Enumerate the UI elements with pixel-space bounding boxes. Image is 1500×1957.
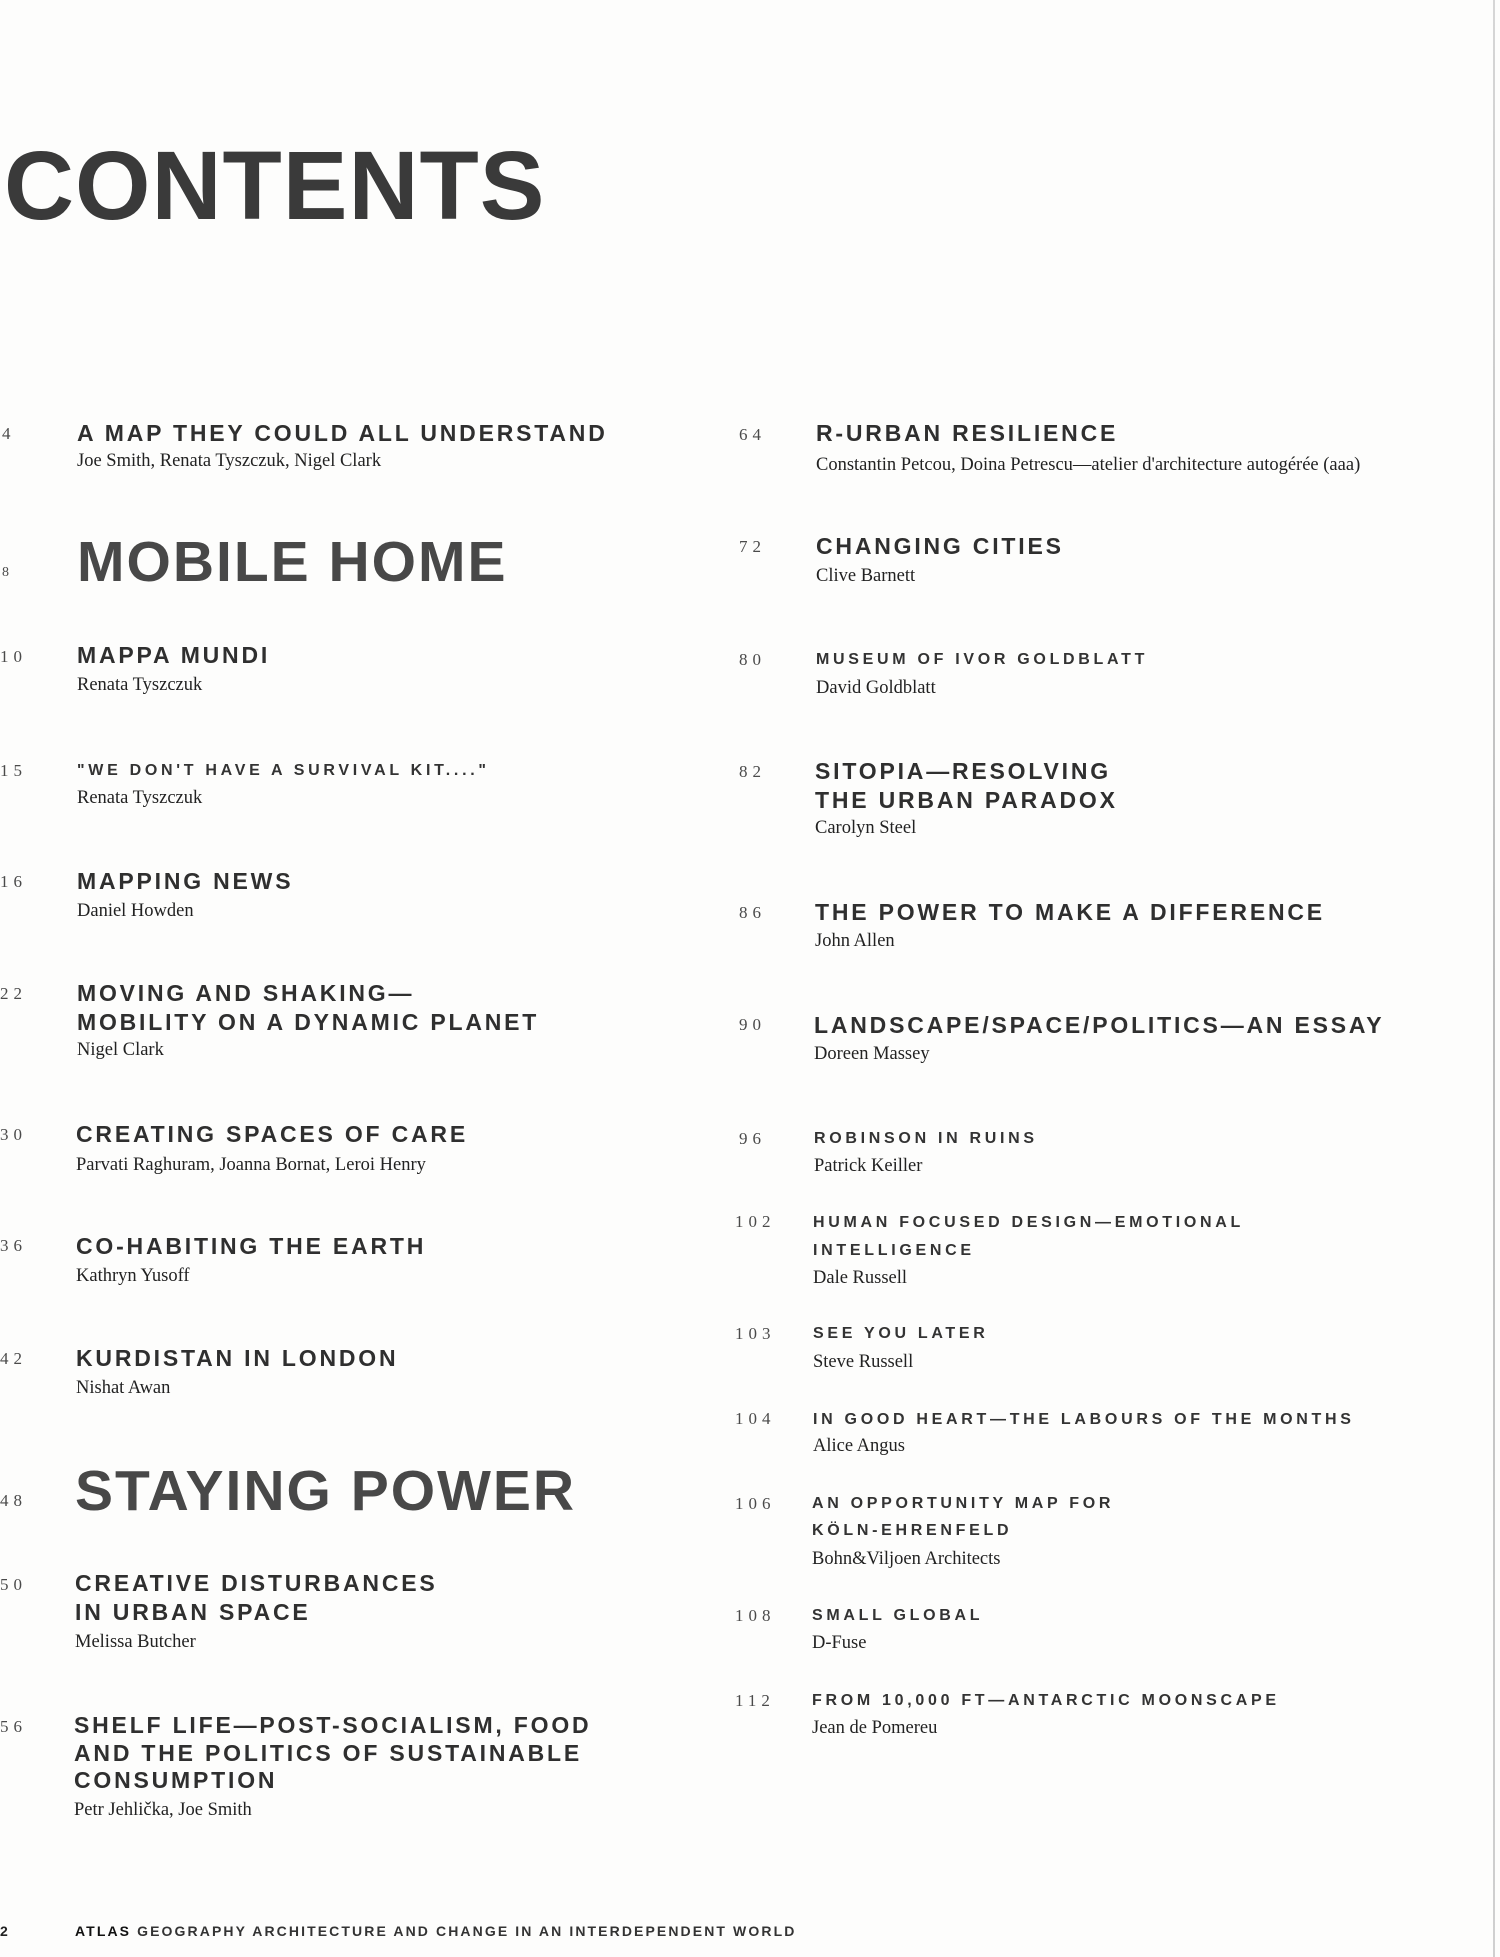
page-number: 16	[0, 872, 27, 891]
entry-title: FROM 10,000 FT—ANTARCTIC MOONSCAPE	[812, 1692, 1280, 1709]
entry-title: R-URBAN RESILIENCE	[816, 420, 1119, 446]
entry-title: SITOPIA—RESOLVING	[815, 758, 1111, 784]
page-number: 8	[2, 565, 14, 580]
entry-title: MOVING AND SHAKING—	[77, 980, 415, 1006]
entry-title: INTELLIGENCE	[813, 1242, 975, 1259]
entry-title: THE POWER TO MAKE A DIFFERENCE	[815, 899, 1325, 925]
page-title: CONTENTS	[4, 131, 546, 240]
entry-title: IN URBAN SPACE	[75, 1599, 311, 1625]
entry-author: Doreen Massey	[814, 1044, 930, 1064]
page-number: 104	[735, 1409, 776, 1428]
page-number: 72	[739, 537, 766, 556]
entry-title: CONSUMPTION	[74, 1767, 278, 1793]
entry-title: MAPPING NEWS	[77, 868, 294, 894]
entry-author: D-Fuse	[812, 1633, 867, 1653]
entry-author: Dale Russell	[813, 1268, 908, 1288]
page-number: 96	[739, 1129, 766, 1148]
section-heading: STAYING POWER	[75, 1459, 577, 1523]
entry-title: SEE YOU LATER	[813, 1325, 989, 1342]
page-number: 102	[735, 1212, 776, 1231]
entry-title: SMALL GLOBAL	[812, 1607, 984, 1624]
entry-title: A MAP THEY COULD ALL UNDERSTAND	[77, 420, 608, 446]
page-number: 103	[735, 1324, 776, 1343]
page-number: 82	[739, 762, 766, 781]
entry-title: "WE DON'T HAVE A SURVIVAL KIT...."	[77, 762, 490, 779]
entry-title: SHELF LIFE—POST-SOCIALISM, FOOD	[74, 1712, 592, 1738]
page-number: 106	[735, 1494, 776, 1513]
page-number: 48	[0, 1491, 27, 1510]
entry-author: Nigel Clark	[77, 1040, 164, 1060]
entry-title: HUMAN FOCUSED DESIGN—EMOTIONAL	[813, 1214, 1244, 1231]
entry-title: MUSEUM OF IVOR GOLDBLATT	[816, 651, 1149, 668]
page-number: 10	[0, 647, 27, 666]
entry-author: Petr Jehlička, Joe Smith	[74, 1800, 252, 1820]
page-number: 42	[0, 1349, 27, 1368]
entry-title: CREATIVE DISTURBANCES	[75, 1570, 438, 1596]
entry-author: Joe Smith, Renata Tyszczuk, Nigel Clark	[77, 451, 382, 471]
footer-book-title	[75, 1924, 796, 1938]
page-number: 4	[2, 424, 16, 443]
page-number: 56	[0, 1717, 27, 1736]
entry-author: Carolyn Steel	[815, 818, 917, 838]
footer-page-number: 2	[0, 1923, 8, 1939]
entry-title: IN GOOD HEART—THE LABOURS OF THE MONTHS	[813, 1411, 1355, 1428]
entry-author: Steve Russell	[813, 1352, 914, 1372]
page-number: 112	[735, 1691, 775, 1710]
footer-series: ATLAS	[75, 1923, 132, 1939]
entry-title: LANDSCAPE/SPACE/POLITICS—AN ESSAY	[814, 1012, 1385, 1038]
entry-author: Renata Tyszczuk	[77, 675, 203, 695]
page-number: 15	[0, 761, 27, 780]
page-number: 30	[0, 1125, 27, 1144]
entry-title: MAPPA MUNDI	[77, 642, 271, 668]
entry-author: Constantin Petcou, Doina Petrescu—atelier d'architecture autogérée (aaa)	[816, 455, 1361, 475]
entry-title: THE URBAN PARADOX	[815, 787, 1118, 813]
entry-author: Alice Angus	[813, 1436, 905, 1456]
entry-title: CO-HABITING THE EARTH	[76, 1233, 427, 1259]
entry-author: Parvati Raghuram, Joanna Bornat, Leroi Henry	[76, 1155, 426, 1175]
entry-author: Patrick Keiller	[814, 1156, 923, 1176]
page-number: 86	[739, 903, 766, 922]
entry-author: Melissa Butcher	[75, 1632, 196, 1652]
entry-author: Jean de Pomereu	[812, 1718, 938, 1738]
entry-title: CREATING SPACES OF CARE	[76, 1121, 468, 1147]
entry-author: Clive Barnett	[816, 566, 916, 586]
entry-author: Daniel Howden	[77, 901, 194, 921]
page-number: 108	[735, 1606, 776, 1625]
entry-title: KÖLN-EHRENFELD	[812, 1522, 1013, 1539]
page-number: 50	[0, 1575, 27, 1594]
entry-title: AN OPPORTUNITY MAP FOR	[812, 1495, 1115, 1512]
entry-author: David Goldblatt	[816, 678, 936, 698]
entry-title: AND THE POLITICS OF SUSTAINABLE	[74, 1740, 583, 1766]
page-number: 36	[0, 1236, 27, 1255]
entry-title: KURDISTAN IN LONDON	[76, 1345, 399, 1371]
entry-title: ROBINSON IN RUINS	[814, 1130, 1038, 1147]
entry-author: Bohn&Viljoen Architects	[812, 1549, 1001, 1569]
entry-title: MOBILITY ON A DYNAMIC PLANET	[77, 1009, 540, 1035]
page-edge-line	[1493, 0, 1495, 1957]
page-number: 64	[739, 425, 766, 444]
entry-author: Nishat Awan	[76, 1378, 171, 1398]
entry-author: Kathryn Yusoff	[76, 1266, 190, 1286]
page-number: 80	[739, 650, 766, 669]
entry-author: Renata Tyszczuk	[77, 788, 203, 808]
entry-title: CHANGING CITIES	[816, 533, 1064, 559]
page-number: 90	[739, 1015, 766, 1034]
footer-subtitle: GEOGRAPHY ARCHITECTURE AND CHANGE IN AN INTERDEPENDENT WORLD	[137, 1923, 797, 1939]
section-heading: MOBILE HOME	[77, 530, 508, 594]
page-number: 22	[0, 984, 27, 1003]
entry-author: John Allen	[815, 931, 895, 951]
